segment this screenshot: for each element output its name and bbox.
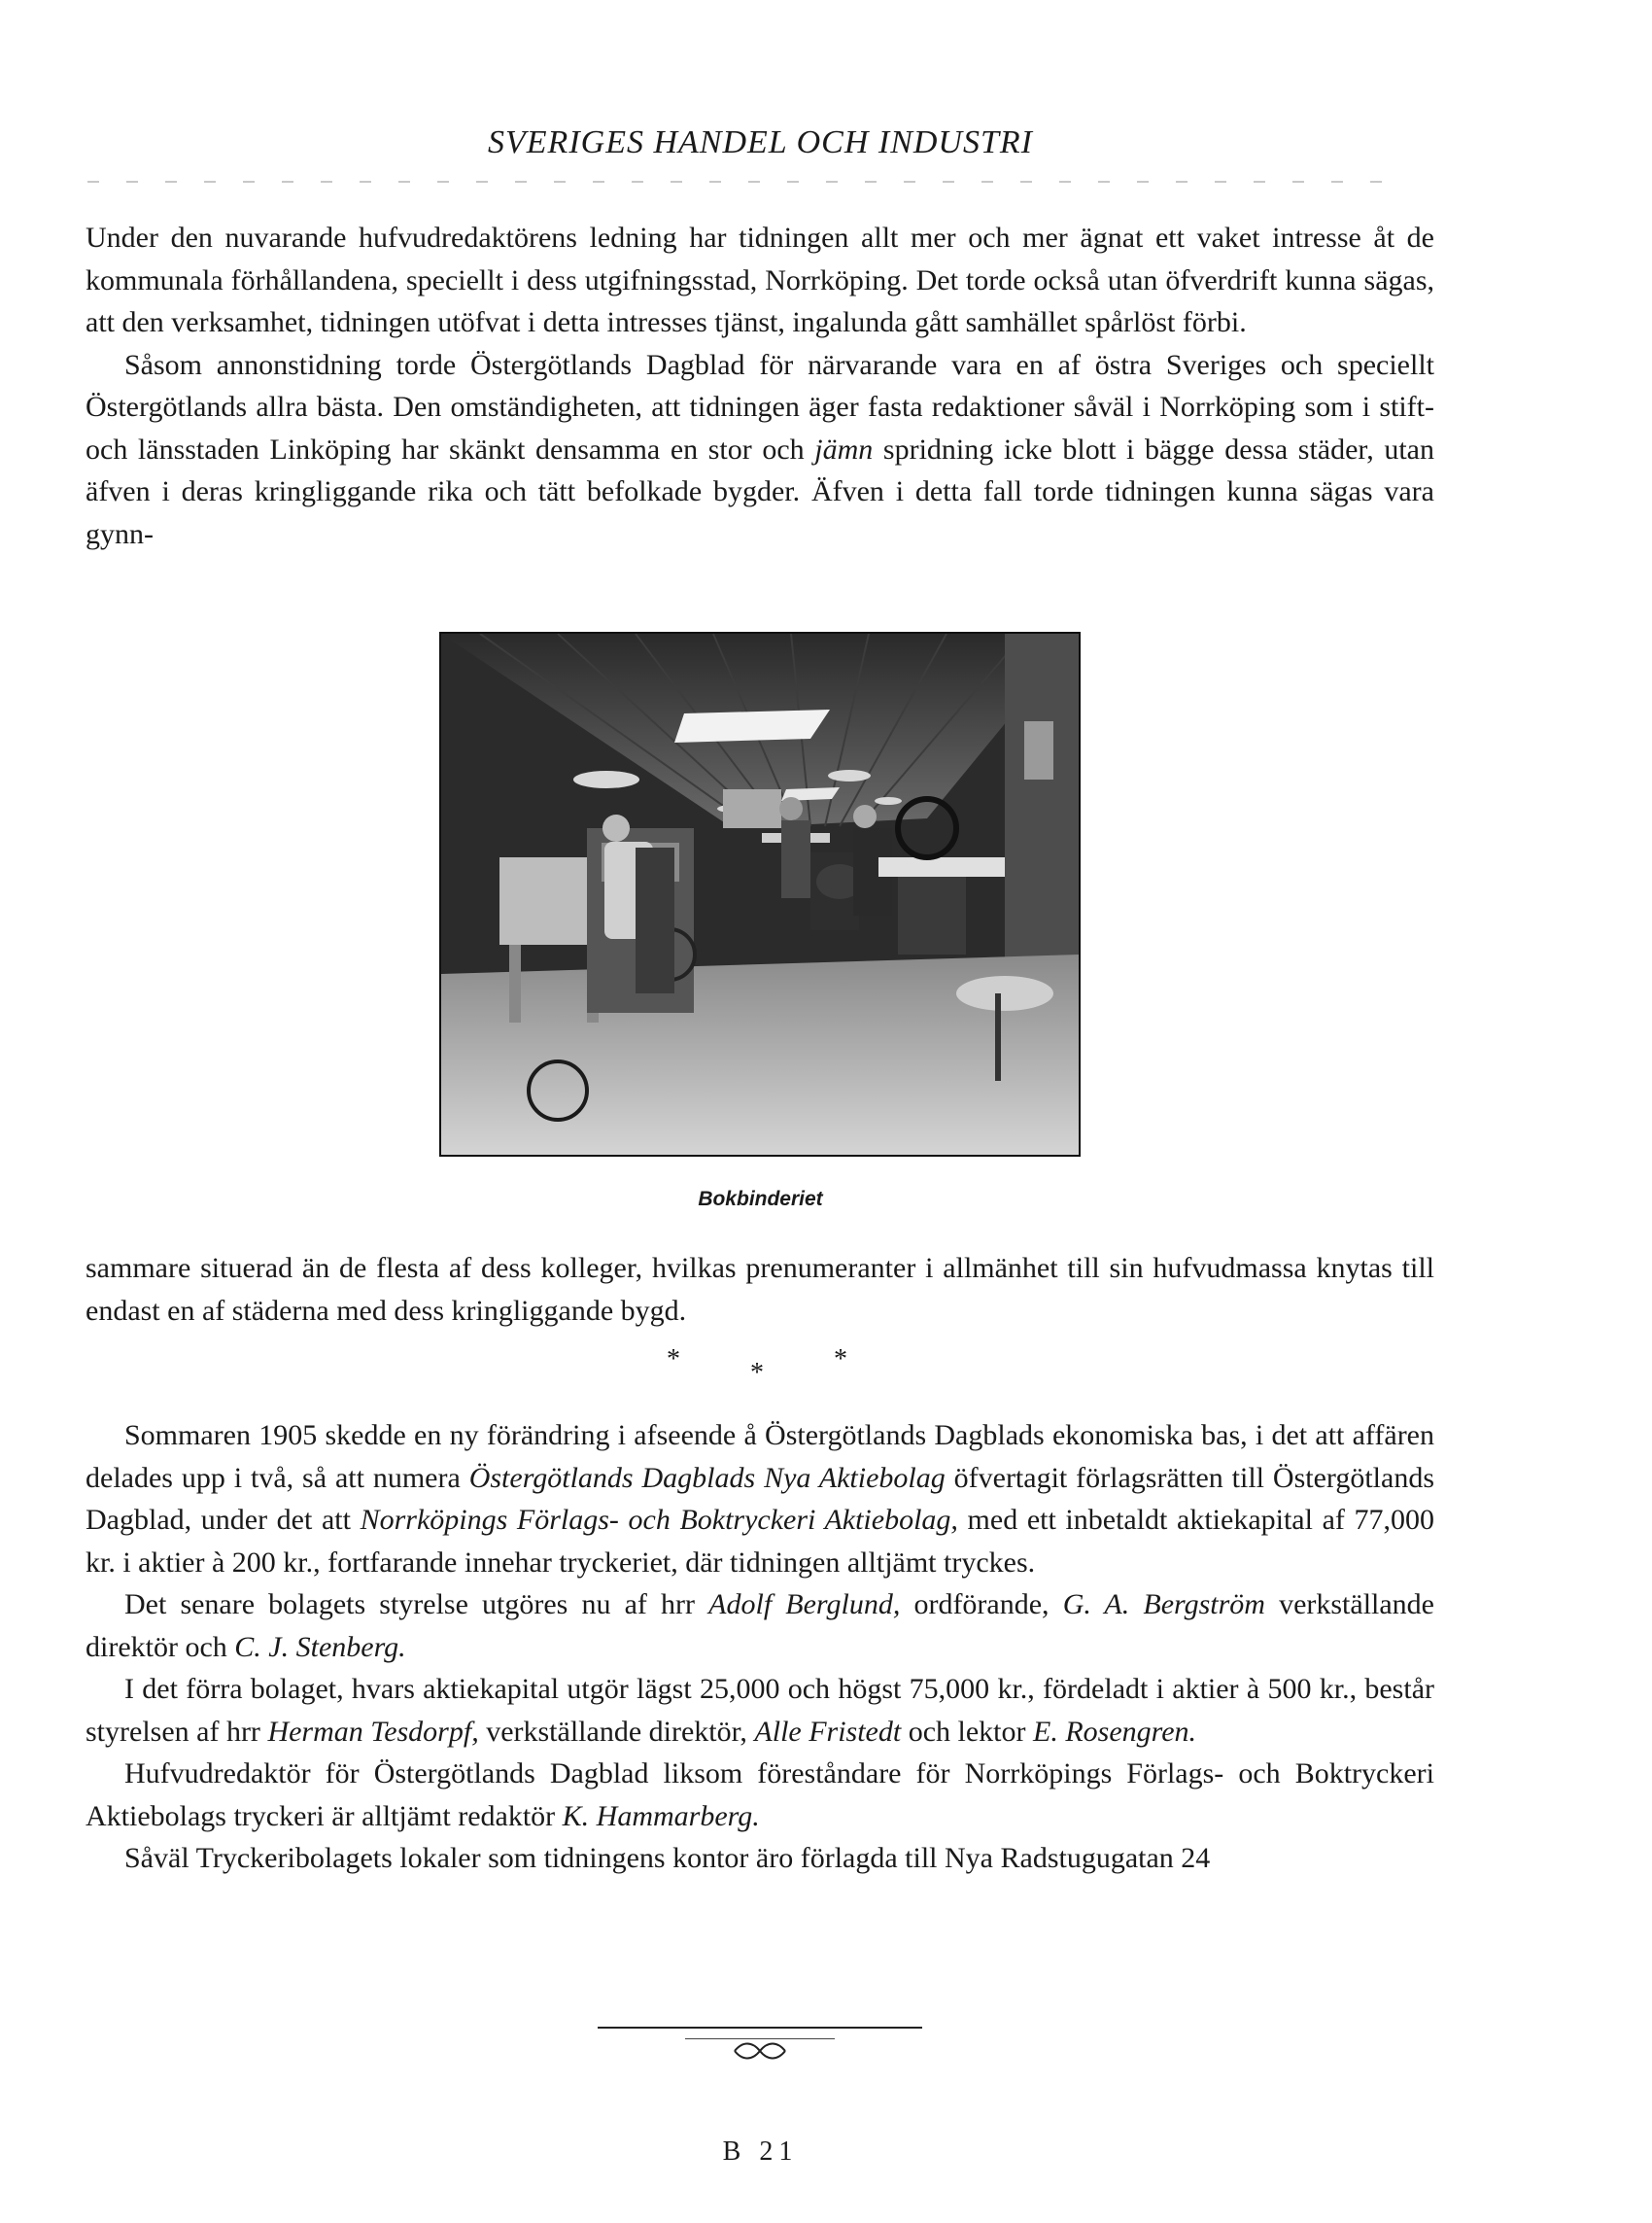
figure-caption: Bokbinderiet bbox=[698, 1188, 823, 1210]
text-block-bottom bbox=[86, 1414, 1434, 1880]
section-divider bbox=[0, 1344, 1521, 1403]
paragraph: Under den nuvarande hufvudredaktörens ledning har tidningen allt mer och mer ägnat ett vaket intresse åt de kommunala förhållandena, speciellt i dess utgifningsstad, Norrköping. Det torde också utan öfverdrift kunna sägas, att den verksamhet, tidningen utöfvat i detta intresses tjänst, ingalunda gått samhället spårlöst förbi. bbox=[86, 222, 1434, 338]
bookbindery-illustration bbox=[441, 634, 1079, 1155]
page-number: B 21 bbox=[722, 2136, 799, 2167]
bookbindery-photo bbox=[439, 632, 1081, 1157]
asterisk: * bbox=[667, 1344, 680, 1374]
text-block-top bbox=[86, 217, 1434, 555]
asterisk: * bbox=[834, 1344, 847, 1374]
text-block-middle bbox=[86, 1247, 1434, 1332]
running-header: SVERIGES HANDEL OCH INDUSTRI bbox=[488, 124, 1033, 160]
end-rule bbox=[598, 2027, 922, 2029]
ornament-icon bbox=[731, 2041, 789, 2061]
paragraph: Såväl Tryckeribolagets lokaler som tidningens kontor äro förlagda till Nya Radstugugatan 24 bbox=[124, 1842, 1211, 1874]
end-rule-thin bbox=[685, 2038, 835, 2039]
paragraph: Såsom annonstidning torde Östergötlands Dagblad för närvarande vara en af östra Sveriges och speciellt Östergötlands allra bästa. Den omständigheten, att tidningen äger fasta redaktioner såväl i Norrköping som i stift- och länsstaden Linköping har skänkt densamma en stor och jämn spridning icke blott i bägge dessa städer, utan äfven i deras kringliggande rika och tätt befolkade bygder. Äfven i detta fall torde tidningen kunna sägas vara gynn- bbox=[86, 348, 1434, 550]
paragraph: sammare situerad än de flesta af dess kolleger, hvilkas prenumeranter i allmänhet till sin hufvudmassa knytas till endast en af städerna med dess kringliggande bygd. bbox=[86, 1252, 1434, 1327]
paragraph: Det senare bolagets styrelse utgöres nu af hrr Adolf Berglund, ordförande, G. A. Bergström verkställande direktör och C. J. Stenberg. bbox=[86, 1588, 1434, 1663]
paragraph: I det förra bolaget, hvars aktiekapital utgör lägst 25,000 och högst 75,000 kr., fördeladt i aktier à 500 kr., består styrelsen af hrr Herman Tesdorpf, verkställande direktör, Alle Fristedt och lektor E. Rosengren. bbox=[86, 1673, 1434, 1748]
asterisk: * bbox=[750, 1358, 764, 1388]
header-rule bbox=[87, 181, 1390, 183]
paragraph: Sommaren 1905 skedde en ny förändring i afseende å Östergötlands Dagblads ekonomiska bas, i det att affären delades upp i två, så att numera Östergötlands Dagblads Nya Aktiebolag öfvertagit förlagsrätten till Östergötlands Dagblad, under det att Norrköpings Förlags- och Boktryckeri Aktiebolag, med ett inbetaldt aktiekapital af 77,000 kr. i aktier à 200 kr., fortfarande innehar tryckeriet, där tidningen alltjämt tryckes. bbox=[86, 1419, 1435, 1579]
paragraph: Hufvudredaktör för Östergötlands Dagblad liksom föreståndare för Norrköpings Förlags- och Boktryckeri Aktiebolags tryckeri är alltjämt redaktör K. Hammarberg. bbox=[86, 1757, 1434, 1832]
